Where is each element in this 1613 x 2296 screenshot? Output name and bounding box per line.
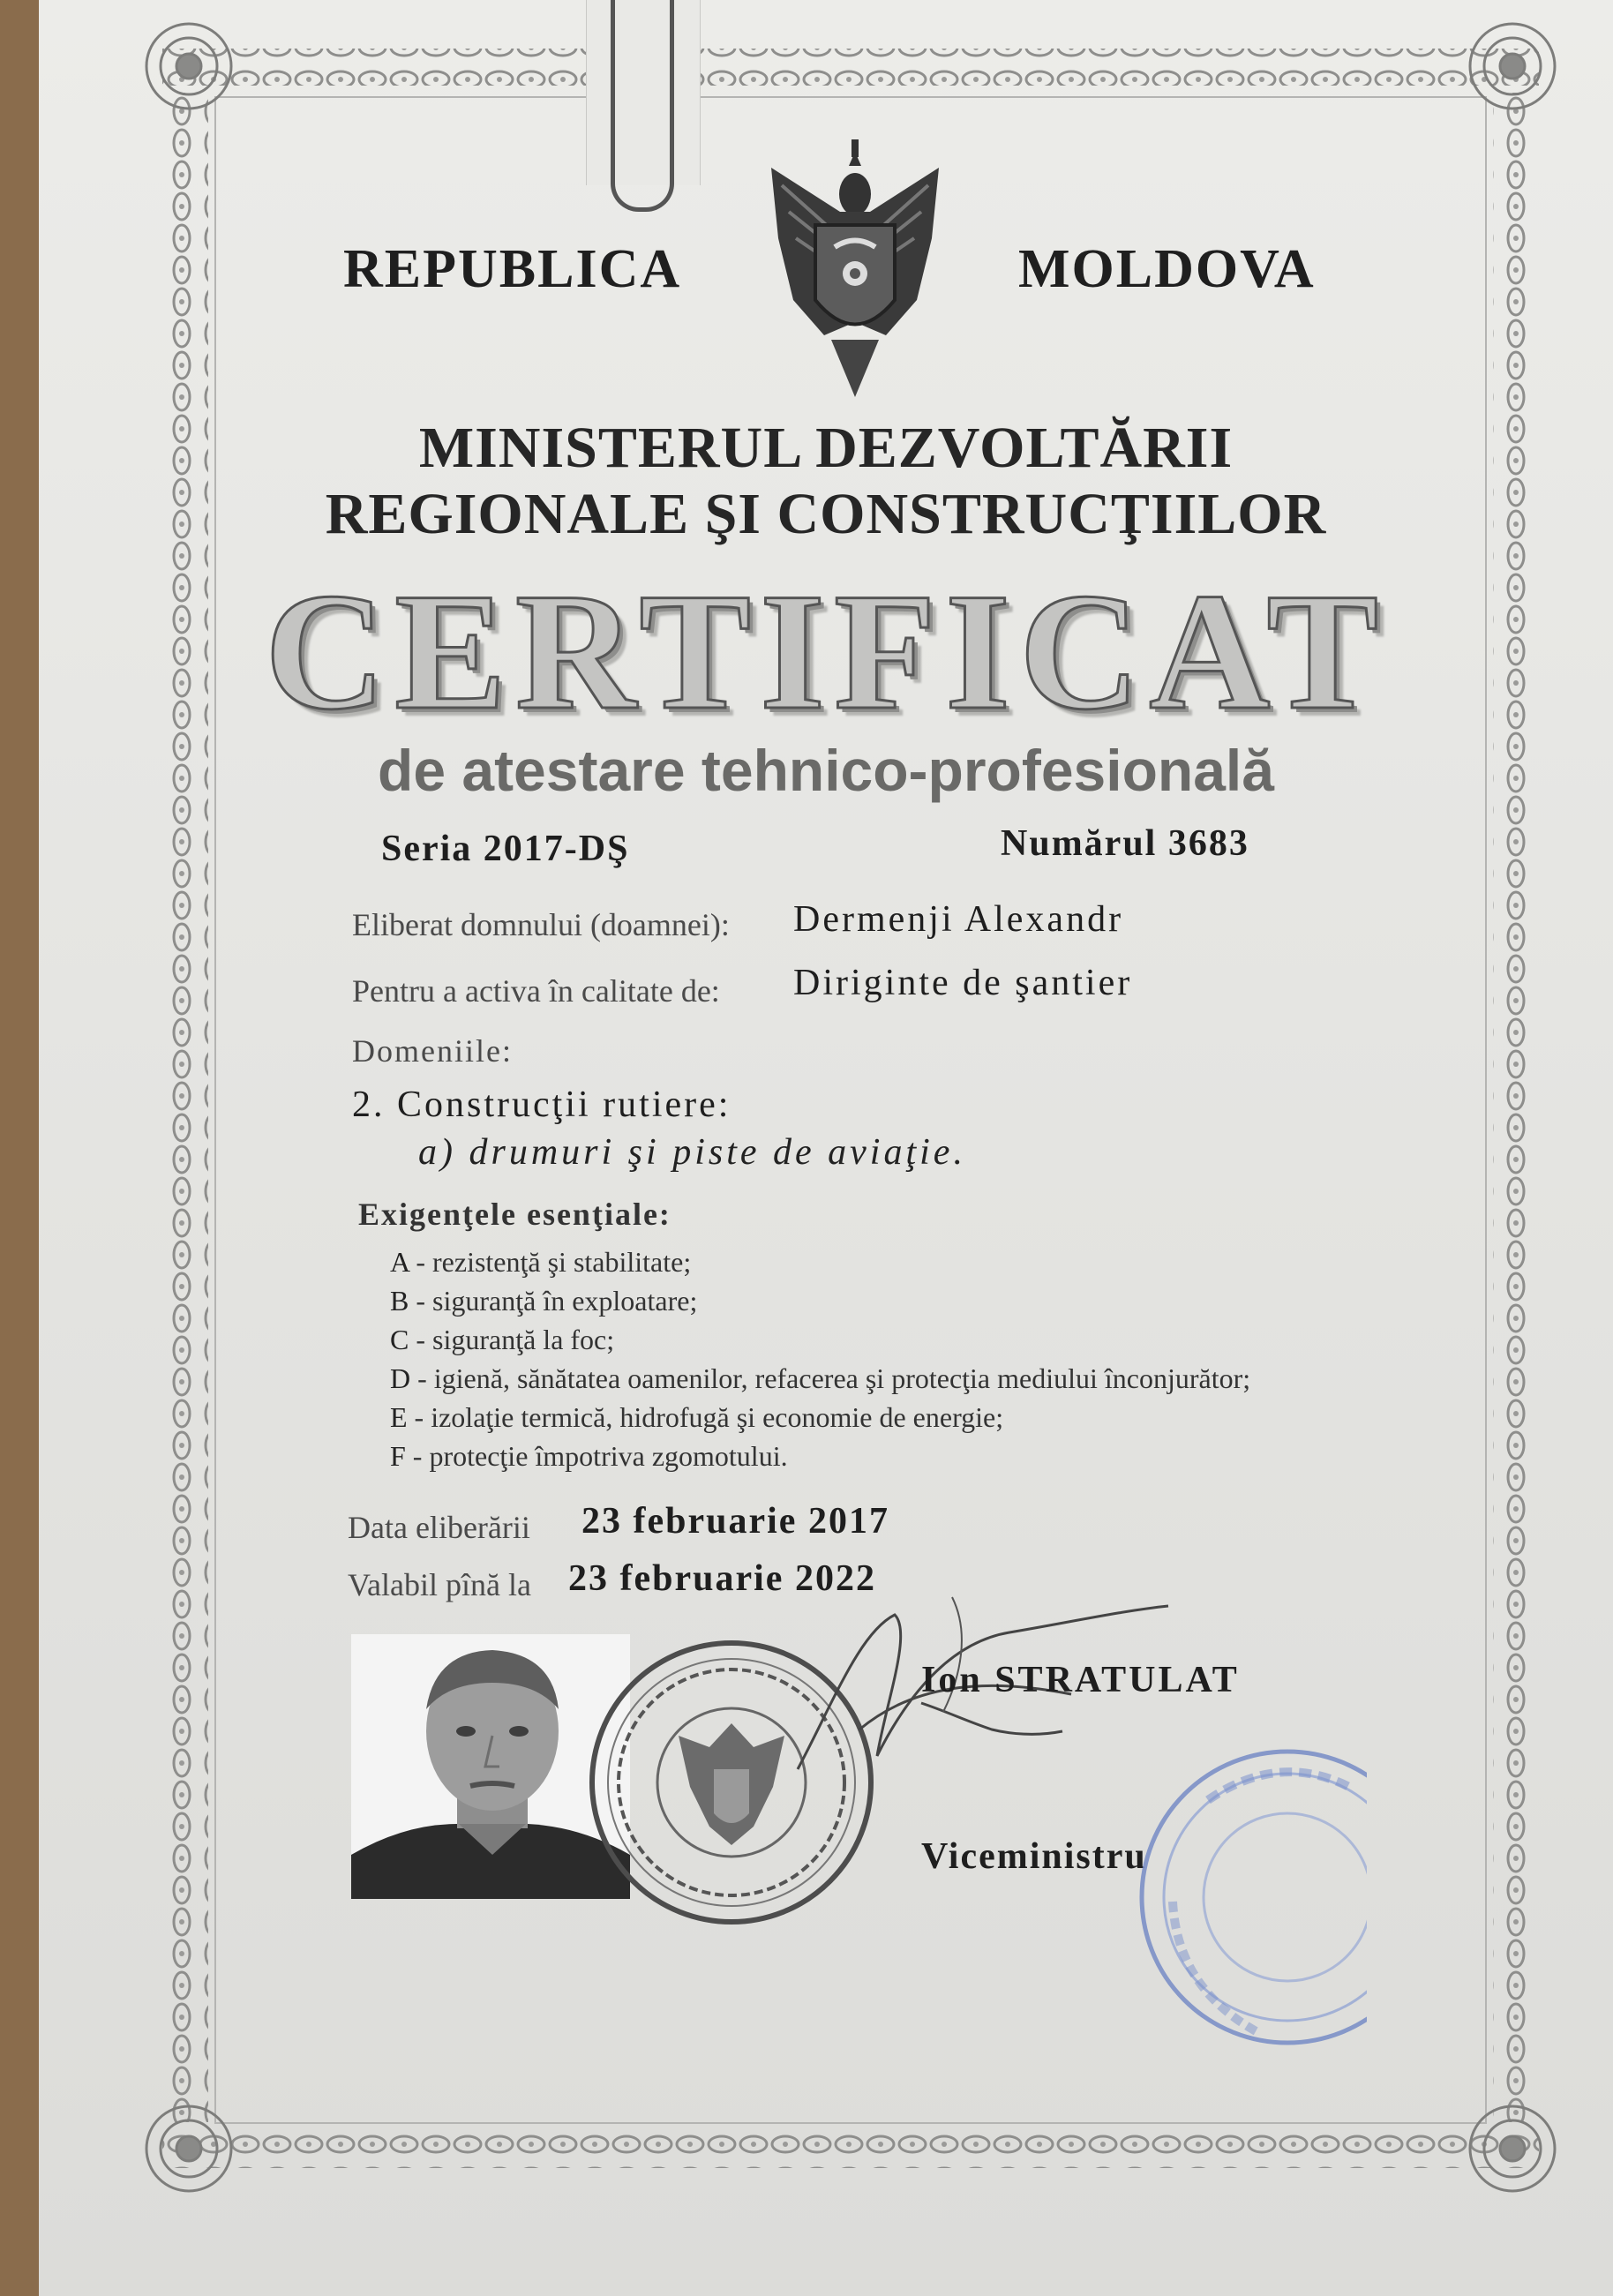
coat-of-arms-icon: [762, 132, 948, 406]
company-seal-stamp: [1102, 1734, 1367, 2060]
issue-date: 23 februarie 2017: [581, 1501, 889, 1542]
requirements-label: Exigenţele esenţiale:: [358, 1197, 671, 1232]
subdomain-item: a) drumuri şi piste de aviaţie.: [418, 1132, 966, 1173]
valid-until-date: 23 februarie 2022: [568, 1558, 876, 1599]
paper-clip-icon: [611, 0, 674, 212]
holder-role: Diriginte de şantier: [793, 963, 1133, 1003]
series: Seria 2017-DŞ: [381, 829, 630, 869]
issue-date-label: Data eliberării: [348, 1510, 530, 1545]
requirement-item: D - igienă, sănătatea oamenilor, refacerea şi protecţia mediului înconjurător;: [390, 1362, 1251, 1394]
certificate-number: Numărul 3683: [1001, 823, 1249, 864]
certificate-title: CERTIFICAT: [264, 559, 1388, 745]
issued-label: Eliberat domnului (doamnei):: [352, 907, 730, 942]
ministry-line-2: REGIONALE ŞI CONSTRUCŢIILOR: [325, 482, 1327, 546]
certificate-page: [39, 0, 1613, 2296]
valid-until-label: Valabil pînă la: [348, 1567, 531, 1602]
requirement-item: E - izolaţie termică, hidrofugă şi economie de energie;: [390, 1401, 1004, 1433]
ministry-line-1: MINISTERUL DEZVOLTĂRII: [418, 416, 1234, 480]
requirement-item: B - siguranţă în exploatare;: [390, 1285, 698, 1317]
country-right: MOLDOVA: [1018, 239, 1316, 299]
requirement-item: C - siguranţă la foc;: [390, 1324, 615, 1355]
signatory-name: Ion STRATULAT: [921, 1660, 1240, 1700]
country-left: REPUBLICA: [343, 239, 682, 299]
domain-item: 2. Construcţii rutiere:: [352, 1084, 731, 1125]
role-label: Pentru a activa în calitate de:: [352, 973, 720, 1009]
requirement-item: F - protecţie împotriva zgomotului.: [390, 1440, 788, 1472]
signatory-title: Viceministru: [921, 1836, 1147, 1877]
requirement-item: A - rezistenţă şi stabilitate;: [390, 1246, 692, 1278]
domains-label: Domeniile:: [352, 1033, 513, 1069]
holder-name: Dermenji Alexandr: [793, 899, 1124, 940]
certificate-subtitle: de atestare tehnico-profesională: [378, 738, 1274, 803]
